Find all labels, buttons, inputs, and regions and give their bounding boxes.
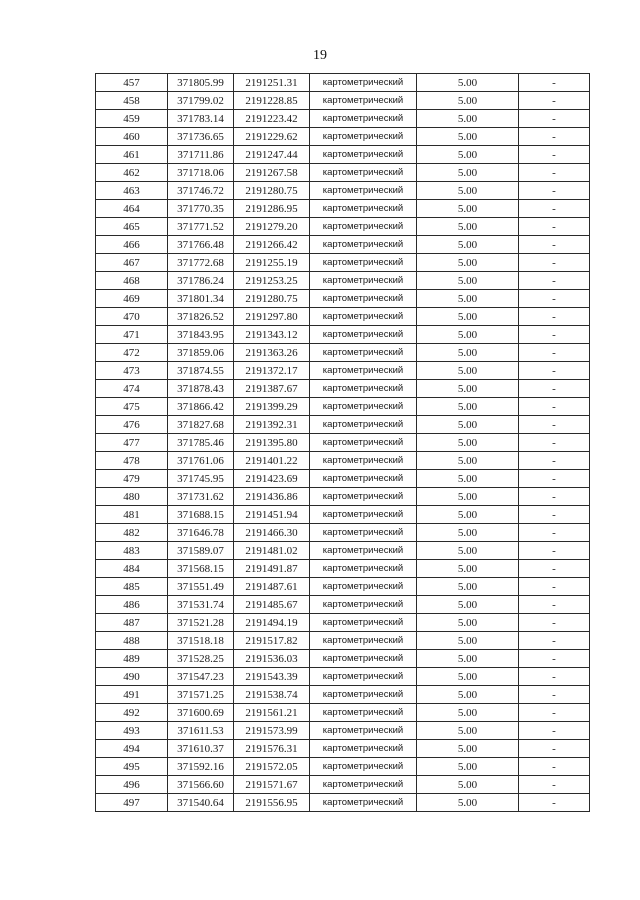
point-number-cell: 470 bbox=[96, 308, 168, 326]
method-cell: картометрический bbox=[310, 758, 417, 776]
table-row bbox=[96, 74, 590, 92]
table-row bbox=[96, 146, 590, 164]
method-cell: картометрический bbox=[310, 92, 417, 110]
table-row bbox=[96, 128, 590, 146]
table-row bbox=[96, 452, 590, 470]
x-coordinate-cell: 371518.18 bbox=[168, 632, 234, 650]
y-coordinate-cell: 2191229.62 bbox=[234, 128, 310, 146]
x-coordinate-cell: 371785.46 bbox=[168, 434, 234, 452]
accuracy-cell: 5.00 bbox=[417, 776, 519, 794]
description-cell: - bbox=[519, 524, 590, 542]
y-coordinate-cell: 2191267.58 bbox=[234, 164, 310, 182]
description-cell: - bbox=[519, 632, 590, 650]
description-cell: - bbox=[519, 686, 590, 704]
table-row bbox=[96, 470, 590, 488]
point-number-cell: 488 bbox=[96, 632, 168, 650]
table-row bbox=[96, 740, 590, 758]
point-number-cell: 490 bbox=[96, 668, 168, 686]
point-number-cell: 484 bbox=[96, 560, 168, 578]
point-number-cell: 460 bbox=[96, 128, 168, 146]
description-cell: - bbox=[519, 668, 590, 686]
method-cell: картометрический bbox=[310, 398, 417, 416]
x-coordinate-cell: 371799.02 bbox=[168, 92, 234, 110]
description-cell: - bbox=[519, 308, 590, 326]
y-coordinate-cell: 2191401.22 bbox=[234, 452, 310, 470]
y-coordinate-cell: 2191572.05 bbox=[234, 758, 310, 776]
accuracy-cell: 5.00 bbox=[417, 650, 519, 668]
table-row bbox=[96, 560, 590, 578]
y-coordinate-cell: 2191481.02 bbox=[234, 542, 310, 560]
x-coordinate-cell: 371551.49 bbox=[168, 578, 234, 596]
point-number-cell: 480 bbox=[96, 488, 168, 506]
x-coordinate-cell: 371610.37 bbox=[168, 740, 234, 758]
method-cell: картометрический bbox=[310, 272, 417, 290]
method-cell: картометрический bbox=[310, 254, 417, 272]
point-number-cell: 472 bbox=[96, 344, 168, 362]
accuracy-cell: 5.00 bbox=[417, 560, 519, 578]
x-coordinate-cell: 371746.72 bbox=[168, 182, 234, 200]
x-coordinate-cell: 371547.23 bbox=[168, 668, 234, 686]
method-cell: картометрический bbox=[310, 236, 417, 254]
description-cell: - bbox=[519, 416, 590, 434]
accuracy-cell: 5.00 bbox=[417, 596, 519, 614]
accuracy-cell: 5.00 bbox=[417, 164, 519, 182]
method-cell: картометрический bbox=[310, 578, 417, 596]
point-number-cell: 495 bbox=[96, 758, 168, 776]
x-coordinate-cell: 371688.15 bbox=[168, 506, 234, 524]
point-number-cell: 474 bbox=[96, 380, 168, 398]
table-row bbox=[96, 776, 590, 794]
description-cell: - bbox=[519, 218, 590, 236]
point-number-cell: 465 bbox=[96, 218, 168, 236]
method-cell: картометрический bbox=[310, 470, 417, 488]
y-coordinate-cell: 2191228.85 bbox=[234, 92, 310, 110]
x-coordinate-cell: 371646.78 bbox=[168, 524, 234, 542]
y-coordinate-cell: 2191543.39 bbox=[234, 668, 310, 686]
point-number-cell: 476 bbox=[96, 416, 168, 434]
point-number-cell: 478 bbox=[96, 452, 168, 470]
description-cell: - bbox=[519, 128, 590, 146]
method-cell: картометрический bbox=[310, 146, 417, 164]
x-coordinate-cell: 371711.86 bbox=[168, 146, 234, 164]
point-number-cell: 466 bbox=[96, 236, 168, 254]
y-coordinate-cell: 2191395.80 bbox=[234, 434, 310, 452]
method-cell: картометрический bbox=[310, 326, 417, 344]
accuracy-cell: 5.00 bbox=[417, 146, 519, 164]
x-coordinate-cell: 371827.68 bbox=[168, 416, 234, 434]
accuracy-cell: 5.00 bbox=[417, 326, 519, 344]
x-coordinate-cell: 371521.28 bbox=[168, 614, 234, 632]
y-coordinate-cell: 2191494.19 bbox=[234, 614, 310, 632]
point-number-cell: 471 bbox=[96, 326, 168, 344]
coordinates-table bbox=[95, 73, 590, 812]
y-coordinate-cell: 2191343.12 bbox=[234, 326, 310, 344]
point-number-cell: 464 bbox=[96, 200, 168, 218]
method-cell: картометрический bbox=[310, 218, 417, 236]
table-row bbox=[96, 524, 590, 542]
table-row bbox=[96, 362, 590, 380]
table-row bbox=[96, 668, 590, 686]
accuracy-cell: 5.00 bbox=[417, 506, 519, 524]
point-number-cell: 496 bbox=[96, 776, 168, 794]
x-coordinate-cell: 371766.48 bbox=[168, 236, 234, 254]
accuracy-cell: 5.00 bbox=[417, 362, 519, 380]
table-row bbox=[96, 164, 590, 182]
table-row bbox=[96, 398, 590, 416]
description-cell: - bbox=[519, 488, 590, 506]
y-coordinate-cell: 2191280.75 bbox=[234, 290, 310, 308]
point-number-cell: 461 bbox=[96, 146, 168, 164]
x-coordinate-cell: 371783.14 bbox=[168, 110, 234, 128]
description-cell: - bbox=[519, 254, 590, 272]
point-number-cell: 485 bbox=[96, 578, 168, 596]
table-row bbox=[96, 722, 590, 740]
method-cell: картометрический bbox=[310, 632, 417, 650]
method-cell: картометрический bbox=[310, 776, 417, 794]
method-cell: картометрический bbox=[310, 362, 417, 380]
table-row bbox=[96, 542, 590, 560]
table-row bbox=[96, 506, 590, 524]
x-coordinate-cell: 371772.68 bbox=[168, 254, 234, 272]
x-coordinate-cell: 371786.24 bbox=[168, 272, 234, 290]
x-coordinate-cell: 371568.15 bbox=[168, 560, 234, 578]
y-coordinate-cell: 2191286.95 bbox=[234, 200, 310, 218]
description-cell: - bbox=[519, 74, 590, 92]
point-number-cell: 467 bbox=[96, 254, 168, 272]
y-coordinate-cell: 2191538.74 bbox=[234, 686, 310, 704]
x-coordinate-cell: 371531.74 bbox=[168, 596, 234, 614]
accuracy-cell: 5.00 bbox=[417, 470, 519, 488]
method-cell: картометрический bbox=[310, 650, 417, 668]
x-coordinate-cell: 371859.06 bbox=[168, 344, 234, 362]
x-coordinate-cell: 371866.42 bbox=[168, 398, 234, 416]
table-row bbox=[96, 578, 590, 596]
x-coordinate-cell: 371589.07 bbox=[168, 542, 234, 560]
description-cell: - bbox=[519, 776, 590, 794]
x-coordinate-cell: 371761.06 bbox=[168, 452, 234, 470]
description-cell: - bbox=[519, 434, 590, 452]
description-cell: - bbox=[519, 146, 590, 164]
description-cell: - bbox=[519, 740, 590, 758]
method-cell: картометрический bbox=[310, 740, 417, 758]
method-cell: картометрический bbox=[310, 686, 417, 704]
y-coordinate-cell: 2191536.03 bbox=[234, 650, 310, 668]
accuracy-cell: 5.00 bbox=[417, 236, 519, 254]
y-coordinate-cell: 2191485.67 bbox=[234, 596, 310, 614]
y-coordinate-cell: 2191266.42 bbox=[234, 236, 310, 254]
description-cell: - bbox=[519, 506, 590, 524]
accuracy-cell: 5.00 bbox=[417, 722, 519, 740]
table-row bbox=[96, 488, 590, 506]
table-row bbox=[96, 416, 590, 434]
y-coordinate-cell: 2191280.75 bbox=[234, 182, 310, 200]
point-number-cell: 459 bbox=[96, 110, 168, 128]
method-cell: картометрический bbox=[310, 380, 417, 398]
accuracy-cell: 5.00 bbox=[417, 740, 519, 758]
table-row bbox=[96, 254, 590, 272]
method-cell: картометрический bbox=[310, 794, 417, 812]
description-cell: - bbox=[519, 578, 590, 596]
point-number-cell: 482 bbox=[96, 524, 168, 542]
method-cell: картометрический bbox=[310, 416, 417, 434]
y-coordinate-cell: 2191255.19 bbox=[234, 254, 310, 272]
point-number-cell: 477 bbox=[96, 434, 168, 452]
description-cell: - bbox=[519, 542, 590, 560]
point-number-cell: 493 bbox=[96, 722, 168, 740]
accuracy-cell: 5.00 bbox=[417, 524, 519, 542]
point-number-cell: 487 bbox=[96, 614, 168, 632]
y-coordinate-cell: 2191436.86 bbox=[234, 488, 310, 506]
accuracy-cell: 5.00 bbox=[417, 218, 519, 236]
y-coordinate-cell: 2191423.69 bbox=[234, 470, 310, 488]
accuracy-cell: 5.00 bbox=[417, 632, 519, 650]
description-cell: - bbox=[519, 164, 590, 182]
method-cell: картометрический bbox=[310, 524, 417, 542]
method-cell: картометрический bbox=[310, 110, 417, 128]
method-cell: картометрический bbox=[310, 290, 417, 308]
description-cell: - bbox=[519, 398, 590, 416]
accuracy-cell: 5.00 bbox=[417, 74, 519, 92]
x-coordinate-cell: 371770.35 bbox=[168, 200, 234, 218]
accuracy-cell: 5.00 bbox=[417, 614, 519, 632]
y-coordinate-cell: 2191279.20 bbox=[234, 218, 310, 236]
y-coordinate-cell: 2191466.30 bbox=[234, 524, 310, 542]
page-number: 19 bbox=[313, 48, 327, 63]
table-row bbox=[96, 290, 590, 308]
y-coordinate-cell: 2191253.25 bbox=[234, 272, 310, 290]
accuracy-cell: 5.00 bbox=[417, 704, 519, 722]
x-coordinate-cell: 371566.60 bbox=[168, 776, 234, 794]
accuracy-cell: 5.00 bbox=[417, 398, 519, 416]
method-cell: картометрический bbox=[310, 704, 417, 722]
method-cell: картометрический bbox=[310, 506, 417, 524]
x-coordinate-cell: 371771.52 bbox=[168, 218, 234, 236]
point-number-cell: 469 bbox=[96, 290, 168, 308]
description-cell: - bbox=[519, 110, 590, 128]
table-row bbox=[96, 380, 590, 398]
table-row bbox=[96, 650, 590, 668]
point-number-cell: 492 bbox=[96, 704, 168, 722]
y-coordinate-cell: 2191561.21 bbox=[234, 704, 310, 722]
table-row bbox=[96, 272, 590, 290]
point-number-cell: 475 bbox=[96, 398, 168, 416]
accuracy-cell: 5.00 bbox=[417, 686, 519, 704]
accuracy-cell: 5.00 bbox=[417, 200, 519, 218]
accuracy-cell: 5.00 bbox=[417, 128, 519, 146]
table-row bbox=[96, 326, 590, 344]
accuracy-cell: 5.00 bbox=[417, 434, 519, 452]
method-cell: картометрический bbox=[310, 200, 417, 218]
accuracy-cell: 5.00 bbox=[417, 758, 519, 776]
table-row bbox=[96, 704, 590, 722]
accuracy-cell: 5.00 bbox=[417, 182, 519, 200]
method-cell: картометрический bbox=[310, 182, 417, 200]
accuracy-cell: 5.00 bbox=[417, 416, 519, 434]
table-row bbox=[96, 344, 590, 362]
x-coordinate-cell: 371878.43 bbox=[168, 380, 234, 398]
y-coordinate-cell: 2191571.67 bbox=[234, 776, 310, 794]
description-cell: - bbox=[519, 650, 590, 668]
y-coordinate-cell: 2191387.67 bbox=[234, 380, 310, 398]
description-cell: - bbox=[519, 596, 590, 614]
description-cell: - bbox=[519, 758, 590, 776]
point-number-cell: 457 bbox=[96, 74, 168, 92]
point-number-cell: 473 bbox=[96, 362, 168, 380]
y-coordinate-cell: 2191399.29 bbox=[234, 398, 310, 416]
y-coordinate-cell: 2191363.26 bbox=[234, 344, 310, 362]
accuracy-cell: 5.00 bbox=[417, 380, 519, 398]
point-number-cell: 486 bbox=[96, 596, 168, 614]
accuracy-cell: 5.00 bbox=[417, 578, 519, 596]
description-cell: - bbox=[519, 470, 590, 488]
y-coordinate-cell: 2191491.87 bbox=[234, 560, 310, 578]
description-cell: - bbox=[519, 452, 590, 470]
table-row bbox=[96, 218, 590, 236]
point-number-cell: 489 bbox=[96, 650, 168, 668]
table-row bbox=[96, 758, 590, 776]
table-row bbox=[96, 200, 590, 218]
point-number-cell: 481 bbox=[96, 506, 168, 524]
table-row bbox=[96, 632, 590, 650]
description-cell: - bbox=[519, 236, 590, 254]
table-row bbox=[96, 794, 590, 812]
y-coordinate-cell: 2191451.94 bbox=[234, 506, 310, 524]
y-coordinate-cell: 2191487.61 bbox=[234, 578, 310, 596]
table-row bbox=[96, 236, 590, 254]
y-coordinate-cell: 2191556.95 bbox=[234, 794, 310, 812]
y-coordinate-cell: 2191576.31 bbox=[234, 740, 310, 758]
accuracy-cell: 5.00 bbox=[417, 92, 519, 110]
x-coordinate-cell: 371592.16 bbox=[168, 758, 234, 776]
description-cell: - bbox=[519, 326, 590, 344]
description-cell: - bbox=[519, 704, 590, 722]
point-number-cell: 491 bbox=[96, 686, 168, 704]
x-coordinate-cell: 371540.64 bbox=[168, 794, 234, 812]
x-coordinate-cell: 371843.95 bbox=[168, 326, 234, 344]
y-coordinate-cell: 2191223.42 bbox=[234, 110, 310, 128]
method-cell: картометрический bbox=[310, 596, 417, 614]
x-coordinate-cell: 371874.55 bbox=[168, 362, 234, 380]
accuracy-cell: 5.00 bbox=[417, 344, 519, 362]
description-cell: - bbox=[519, 92, 590, 110]
y-coordinate-cell: 2191392.31 bbox=[234, 416, 310, 434]
method-cell: картометрический bbox=[310, 560, 417, 578]
description-cell: - bbox=[519, 560, 590, 578]
method-cell: картометрический bbox=[310, 542, 417, 560]
accuracy-cell: 5.00 bbox=[417, 254, 519, 272]
x-coordinate-cell: 371736.65 bbox=[168, 128, 234, 146]
point-number-cell: 497 bbox=[96, 794, 168, 812]
method-cell: картометрический bbox=[310, 74, 417, 92]
description-cell: - bbox=[519, 794, 590, 812]
accuracy-cell: 5.00 bbox=[417, 308, 519, 326]
method-cell: картометрический bbox=[310, 344, 417, 362]
accuracy-cell: 5.00 bbox=[417, 290, 519, 308]
x-coordinate-cell: 371600.69 bbox=[168, 704, 234, 722]
accuracy-cell: 5.00 bbox=[417, 110, 519, 128]
table-row bbox=[96, 596, 590, 614]
table-row bbox=[96, 434, 590, 452]
y-coordinate-cell: 2191573.99 bbox=[234, 722, 310, 740]
accuracy-cell: 5.00 bbox=[417, 272, 519, 290]
point-number-cell: 494 bbox=[96, 740, 168, 758]
description-cell: - bbox=[519, 344, 590, 362]
point-number-cell: 483 bbox=[96, 542, 168, 560]
x-coordinate-cell: 371826.52 bbox=[168, 308, 234, 326]
x-coordinate-cell: 371805.99 bbox=[168, 74, 234, 92]
point-number-cell: 463 bbox=[96, 182, 168, 200]
accuracy-cell: 5.00 bbox=[417, 488, 519, 506]
x-coordinate-cell: 371571.25 bbox=[168, 686, 234, 704]
description-cell: - bbox=[519, 722, 590, 740]
method-cell: картометрический bbox=[310, 434, 417, 452]
description-cell: - bbox=[519, 380, 590, 398]
accuracy-cell: 5.00 bbox=[417, 668, 519, 686]
x-coordinate-cell: 371731.62 bbox=[168, 488, 234, 506]
y-coordinate-cell: 2191517.82 bbox=[234, 632, 310, 650]
description-cell: - bbox=[519, 290, 590, 308]
y-coordinate-cell: 2191247.44 bbox=[234, 146, 310, 164]
y-coordinate-cell: 2191297.80 bbox=[234, 308, 310, 326]
table-row bbox=[96, 614, 590, 632]
point-number-cell: 462 bbox=[96, 164, 168, 182]
x-coordinate-cell: 371801.34 bbox=[168, 290, 234, 308]
table-row bbox=[96, 308, 590, 326]
point-number-cell: 468 bbox=[96, 272, 168, 290]
accuracy-cell: 5.00 bbox=[417, 452, 519, 470]
table-row bbox=[96, 110, 590, 128]
y-coordinate-cell: 2191251.31 bbox=[234, 74, 310, 92]
method-cell: картометрический bbox=[310, 668, 417, 686]
x-coordinate-cell: 371528.25 bbox=[168, 650, 234, 668]
y-coordinate-cell: 2191372.17 bbox=[234, 362, 310, 380]
method-cell: картометрический bbox=[310, 488, 417, 506]
method-cell: картометрический bbox=[310, 614, 417, 632]
method-cell: картометрический bbox=[310, 308, 417, 326]
table-row bbox=[96, 92, 590, 110]
description-cell: - bbox=[519, 272, 590, 290]
description-cell: - bbox=[519, 614, 590, 632]
point-number-cell: 458 bbox=[96, 92, 168, 110]
method-cell: картометрический bbox=[310, 164, 417, 182]
x-coordinate-cell: 371745.95 bbox=[168, 470, 234, 488]
point-number-cell: 479 bbox=[96, 470, 168, 488]
table-row bbox=[96, 182, 590, 200]
description-cell: - bbox=[519, 182, 590, 200]
accuracy-cell: 5.00 bbox=[417, 794, 519, 812]
method-cell: картометрический bbox=[310, 452, 417, 470]
method-cell: картометрический bbox=[310, 722, 417, 740]
description-cell: - bbox=[519, 362, 590, 380]
table-body bbox=[96, 74, 590, 812]
description-cell: - bbox=[519, 200, 590, 218]
x-coordinate-cell: 371611.53 bbox=[168, 722, 234, 740]
x-coordinate-cell: 371718.06 bbox=[168, 164, 234, 182]
table-row bbox=[96, 686, 590, 704]
method-cell: картометрический bbox=[310, 128, 417, 146]
accuracy-cell: 5.00 bbox=[417, 542, 519, 560]
